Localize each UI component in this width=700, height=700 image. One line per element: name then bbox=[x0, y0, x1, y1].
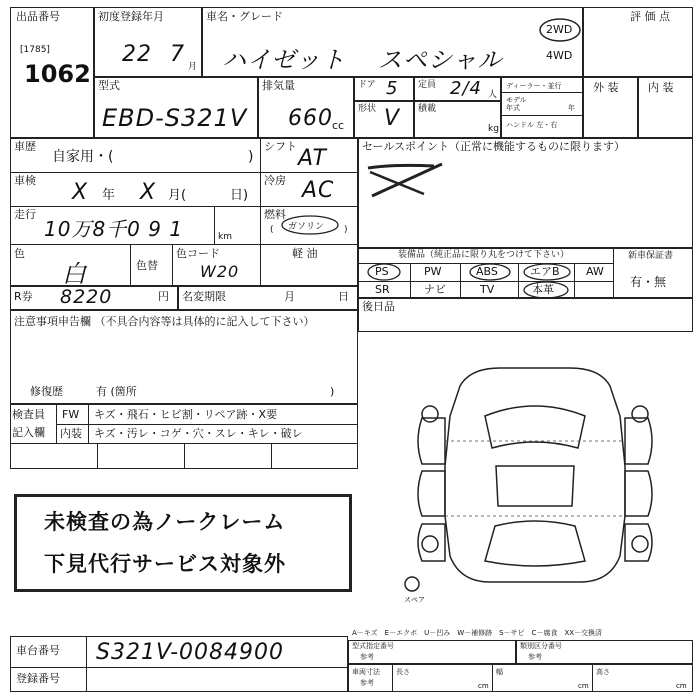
sales-label: セールスポイント（正常に機能するものに限ります） bbox=[362, 140, 626, 153]
fuel-gas: ガソリン bbox=[288, 222, 325, 232]
inspector-int-text: キズ・汚レ・コゲ・穴・スレ・キレ・破レ bbox=[94, 427, 303, 440]
warranty-value: 有・無 bbox=[630, 275, 667, 289]
ac-label: 冷房 bbox=[264, 174, 286, 187]
history-label: 車歴 bbox=[14, 140, 36, 153]
capacity-value: 2/4 bbox=[450, 78, 482, 99]
designation-ref: 参考 bbox=[360, 653, 374, 661]
fuel-paren-right: ) bbox=[344, 225, 348, 235]
after-label: 後日品 bbox=[362, 300, 395, 313]
fuel-label: 燃料 bbox=[264, 208, 286, 221]
eval-label: 評 価 点 bbox=[630, 10, 670, 23]
drive-4wd: 4WD bbox=[546, 49, 573, 62]
inspector-fw-text: キズ・飛石・ヒビ割・リペア跡・X要 bbox=[94, 408, 278, 421]
reg-month-unit: 月 bbox=[188, 62, 198, 72]
chassis-value: S321V-0084900 bbox=[96, 640, 285, 665]
length-label: 長さ bbox=[396, 668, 410, 676]
drive-2wd: 2WD bbox=[546, 23, 573, 36]
cc-unit: cc bbox=[332, 119, 345, 132]
car-name-label: 車名・グレード bbox=[206, 10, 283, 23]
equip-tv: TV bbox=[480, 283, 495, 296]
color-value: 白 bbox=[62, 260, 87, 288]
fuel-gas-circle bbox=[280, 214, 340, 236]
load-unit: kg bbox=[488, 124, 499, 134]
equip-airbag: エアB bbox=[530, 265, 560, 278]
history-close: ) bbox=[248, 149, 254, 165]
inspection-month: X bbox=[140, 180, 157, 205]
inspection-day-unit: 日) bbox=[230, 188, 249, 203]
recycle-value: 8220 bbox=[60, 286, 113, 308]
mileage-label: 走行 bbox=[14, 208, 36, 221]
equip-leather: 本革 bbox=[532, 283, 554, 296]
designation-label: 型式指定番号 bbox=[352, 642, 394, 650]
height-unit: cm bbox=[676, 682, 687, 690]
reg-date-label: 初度登録年月 bbox=[98, 10, 164, 23]
equip-airbag-circle bbox=[522, 262, 572, 282]
drive-2wd-circle bbox=[538, 17, 582, 43]
fuel-diesel: 軽 油 bbox=[292, 247, 318, 260]
repair-value: 有 (箇所 bbox=[96, 385, 137, 398]
equip-ps: PS bbox=[375, 265, 389, 278]
size-ref: 参考 bbox=[360, 679, 374, 687]
door-label: ドア bbox=[358, 80, 376, 90]
inspector-int-label: 内装 bbox=[60, 427, 82, 440]
repair-label: 修復歴 bbox=[30, 385, 63, 398]
notice-line-1: 未検査の為ノークレーム bbox=[44, 510, 286, 534]
lot-label: 出品番号 bbox=[16, 10, 60, 23]
equipment-title: 装備品（純正品に限り丸をつけて下さい） bbox=[398, 250, 570, 260]
inspector-label-2: 記入欄 bbox=[12, 426, 45, 439]
type-class-ref: 参考 bbox=[528, 653, 542, 661]
inspection-year: X bbox=[72, 180, 89, 205]
width-unit: cm bbox=[578, 682, 589, 690]
history-value: 自家用・( bbox=[52, 149, 114, 165]
equip-navi: ナビ bbox=[424, 283, 446, 296]
lot-number: 1062 bbox=[24, 60, 91, 88]
height-label: 高さ bbox=[596, 668, 610, 676]
color-change-label: 色替 bbox=[136, 259, 158, 272]
dealer-label: ディーラー・並行 bbox=[506, 82, 562, 90]
equip-pw: PW bbox=[424, 265, 442, 278]
spare-label: スペア bbox=[404, 596, 425, 604]
inspection-month-unit: 月( bbox=[168, 188, 187, 203]
mileage-unit: km bbox=[218, 232, 232, 242]
car-name-value: ハイゼット bbox=[222, 46, 346, 74]
width-label: 幅 bbox=[496, 668, 503, 676]
exterior-label: 外 装 bbox=[593, 81, 619, 94]
warranty-label: 新車保証書 bbox=[628, 251, 674, 261]
equip-ps-circle bbox=[366, 262, 402, 282]
shift-label: シフト bbox=[264, 140, 297, 153]
reg-month: 7 bbox=[170, 42, 185, 67]
deadline-label: 名変期限 bbox=[182, 290, 226, 303]
inspection-year-unit: 年 bbox=[102, 188, 116, 203]
capacity-unit: 人 bbox=[488, 90, 498, 100]
handle-label: ハンドル 左・右 bbox=[506, 121, 558, 129]
lot-small: [1785] bbox=[20, 45, 50, 55]
reg-year: 22 bbox=[122, 42, 152, 67]
chassis-label: 車台番号 bbox=[16, 644, 60, 657]
type-class-label: 類別区分番号 bbox=[520, 642, 562, 650]
size-label: 車両寸法 bbox=[352, 668, 380, 676]
length-unit: cm bbox=[478, 682, 489, 690]
recycle-yen: 円 bbox=[158, 290, 169, 303]
capacity-label: 定員 bbox=[418, 80, 437, 90]
deadline-day: 日 bbox=[338, 290, 349, 303]
car-grade-value: スペシャル bbox=[378, 46, 503, 74]
inspector-label-1: 検査員 bbox=[12, 408, 45, 421]
color-code-label: 色コード bbox=[176, 247, 220, 260]
interior-label: 内 装 bbox=[648, 81, 674, 94]
reg-number-label: 登録番号 bbox=[16, 672, 60, 685]
equip-leather-circle bbox=[522, 280, 570, 300]
shape-value: V bbox=[384, 106, 401, 131]
shape-label: 形状 bbox=[358, 104, 377, 114]
inspector-fw-label: FW bbox=[62, 408, 80, 421]
load-label: 積載 bbox=[418, 104, 437, 114]
year-unit: 年 bbox=[568, 104, 575, 112]
mileage-value: 10万8千0 9 1 bbox=[44, 217, 184, 241]
inspection-label: 車検 bbox=[14, 174, 36, 187]
equip-aw: AW bbox=[586, 265, 604, 278]
door-value: 5 bbox=[386, 78, 399, 99]
after-block bbox=[358, 298, 693, 332]
recycle-label: R券 bbox=[14, 290, 33, 303]
cc-label: 排気量 bbox=[262, 79, 295, 92]
equip-abs: ABS bbox=[476, 265, 498, 278]
ac-value: AC bbox=[302, 178, 335, 203]
notes-title: 注意事項申告欄 （不具合内容等は具体的に記入して下さい） bbox=[14, 315, 315, 328]
reg-number-cell bbox=[10, 668, 348, 692]
repair-close: ) bbox=[330, 385, 335, 398]
sales-crossout bbox=[364, 158, 448, 200]
equip-sr: SR bbox=[375, 283, 390, 296]
color-code-value: W20 bbox=[200, 262, 240, 281]
model-year-label: モデル 年式 bbox=[506, 96, 527, 112]
car-diagram bbox=[400, 356, 670, 606]
shift-value: AT bbox=[298, 146, 327, 171]
model-value: EBD-S321V bbox=[102, 104, 248, 132]
notice-line-2: 下見代行サービス対象外 bbox=[44, 552, 286, 576]
color-label: 色 bbox=[14, 247, 25, 260]
deadline-month: 月 bbox=[284, 290, 295, 303]
cc-value: 660 bbox=[288, 106, 333, 131]
legend-text: A－キズ E－エクボ U－凹み W－補修跡 S－サビ C－腐食 XX－交換済 bbox=[352, 629, 603, 637]
model-label: 型式 bbox=[98, 79, 120, 92]
fuel-paren-left: ( bbox=[270, 225, 274, 235]
equip-abs-circle bbox=[468, 262, 512, 282]
